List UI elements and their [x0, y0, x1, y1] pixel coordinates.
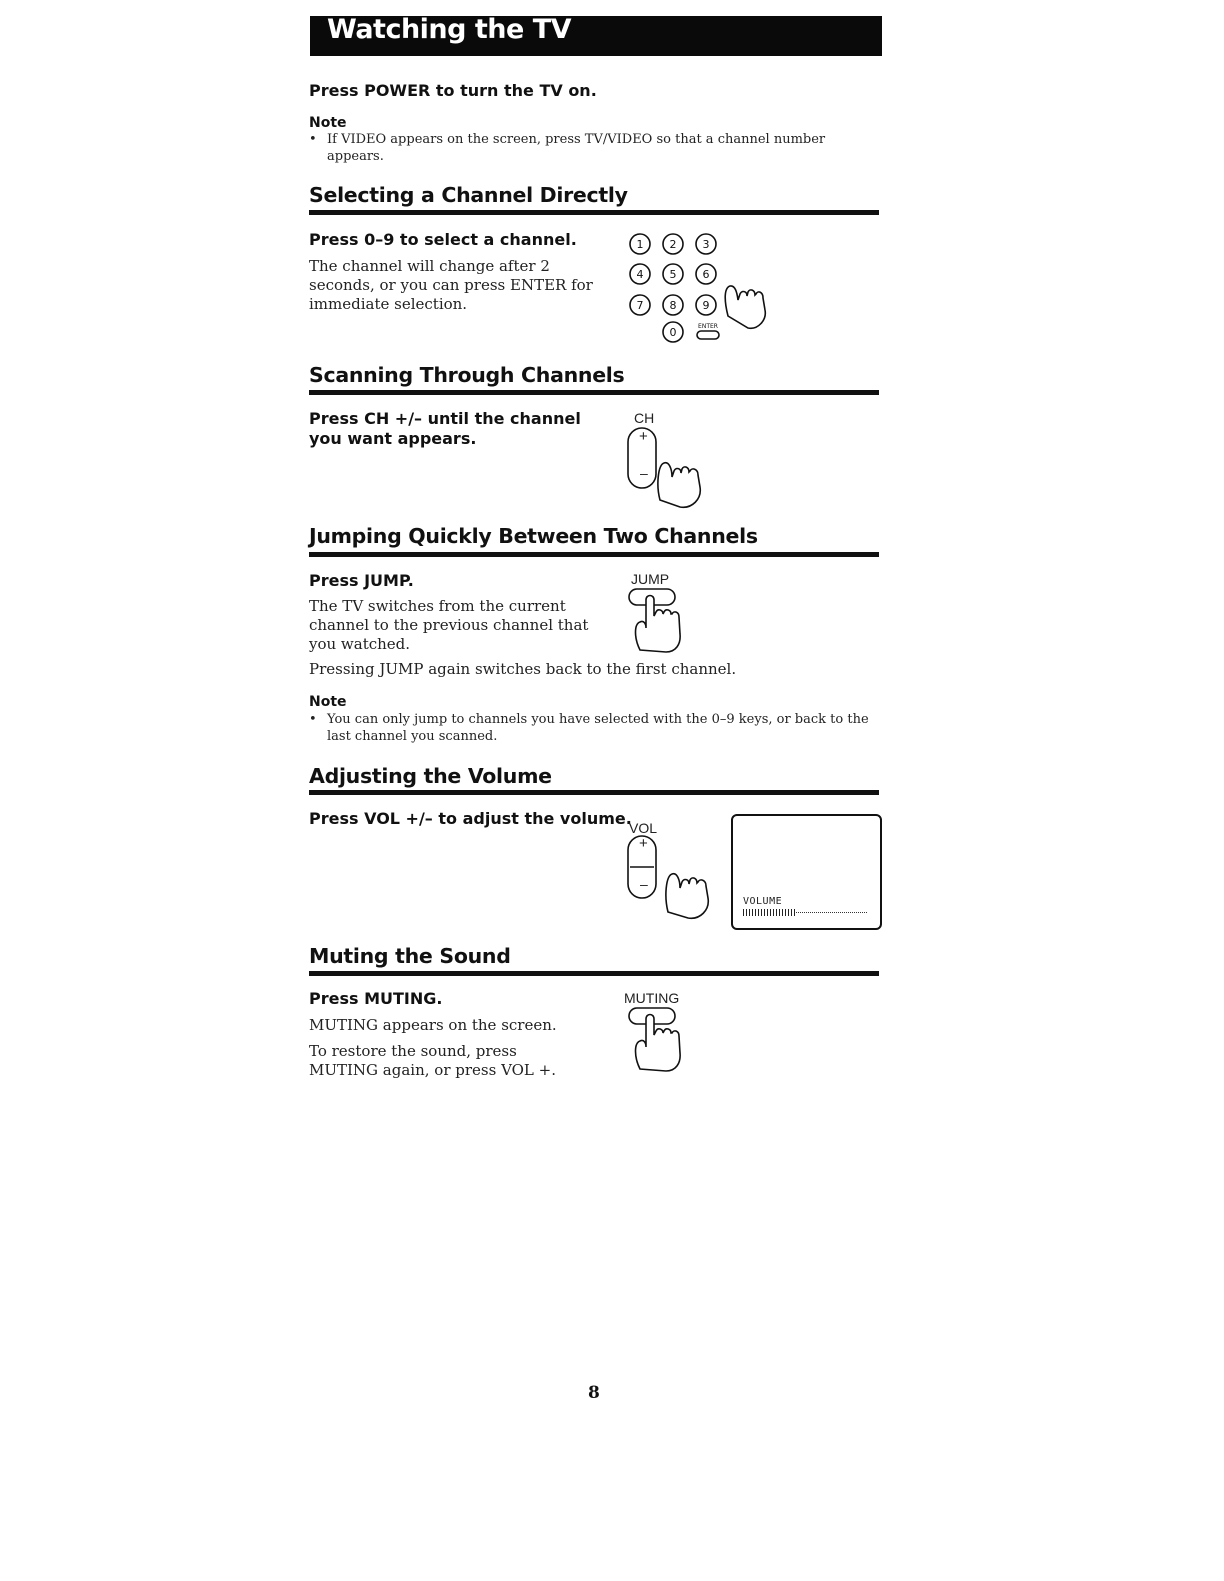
section-rule — [309, 552, 879, 557]
volume-instruction: Press VOL +/– to adjust the volume. — [309, 809, 632, 828]
vol-rocker-illustration — [620, 834, 730, 919]
jump-note — [309, 711, 881, 745]
volume-osd-fill — [743, 909, 795, 916]
ch-minus-label: – — [640, 465, 648, 481]
vol-plus-label: + — [639, 835, 648, 852]
section-heading-volume: Adjusting the Volume — [309, 764, 552, 788]
select-channel-instruction: Press 0–9 to select a channel. — [309, 230, 577, 249]
muting-body: MUTING appears on the screen. — [309, 1016, 557, 1034]
ch-rocker-illustration — [620, 425, 730, 510]
select-channel-body: The channel will change after 2 seconds, or you can press ENTER for immediate selection. — [309, 257, 593, 313]
key-label: 2 — [669, 238, 677, 251]
muting-button-illustration — [620, 1005, 700, 1075]
jump-note-label: Note — [309, 694, 347, 710]
muting-instruction: Press MUTING. — [309, 989, 443, 1008]
number-keypad-illustration — [620, 228, 780, 353]
page-number: 8 — [588, 1383, 600, 1403]
intro-note-label: Note — [309, 115, 347, 131]
section-rule — [309, 390, 879, 395]
power-instruction: Press POWER to turn the TV on. — [309, 81, 597, 100]
bullet: • — [309, 132, 317, 147]
key-label: 7 — [636, 299, 644, 312]
scan-instruction: Press CH +/– until the channel you want appears. — [309, 409, 581, 448]
section-rule — [309, 210, 879, 215]
section-heading-scan: Scanning Through Channels — [309, 363, 625, 387]
jump-note-text: You can only jump to channels you have selected with the 0–9 keys, or back to the last channel you scanned. — [327, 712, 869, 744]
jump-button-illustration — [620, 586, 700, 656]
intro-note — [309, 131, 869, 165]
section-heading-jump: Jumping Quickly Between Two Channels — [309, 524, 758, 548]
key-label: 9 — [702, 299, 710, 312]
section-heading-muting: Muting the Sound — [309, 944, 511, 968]
enter-key-label: ENTER — [698, 323, 718, 330]
vol-minus-label: – — [640, 876, 648, 892]
jump-label: JUMP — [631, 571, 670, 587]
volume-osd-label: VOLUME — [743, 896, 783, 907]
jump-body-2: Pressing JUMP again switches back to the first channel. — [309, 660, 737, 678]
muting-label: MUTING — [624, 990, 680, 1006]
key-label: 8 — [669, 299, 677, 312]
jump-instruction: Press JUMP. — [309, 571, 414, 590]
bullet: • — [309, 712, 317, 727]
vol-label: VOL — [629, 820, 658, 836]
section-rule — [309, 971, 879, 976]
key-label: 3 — [702, 238, 710, 251]
ch-label: CH — [634, 410, 655, 426]
muting-body-2: To restore the sound, press MUTING again, or press VOL +. — [309, 1042, 557, 1079]
key-label: 6 — [702, 268, 710, 281]
key-label: 0 — [669, 326, 677, 339]
key-label: 5 — [669, 268, 677, 281]
intro-note-text: If VIDEO appears on the screen, press TV/VIDEO so that a channel number appears. — [327, 132, 826, 164]
key-label: 4 — [636, 268, 644, 281]
key-label: 1 — [636, 238, 644, 251]
section-heading-select-channel: Selecting a Channel Directly — [309, 183, 628, 207]
page-title: Watching the TV — [327, 14, 572, 45]
ch-plus-label: + — [639, 428, 648, 445]
volume-osd-bar — [743, 909, 867, 916]
jump-body: The TV switches from the current channel to the previous channel that you watched. — [309, 597, 589, 653]
section-rule — [309, 790, 879, 795]
